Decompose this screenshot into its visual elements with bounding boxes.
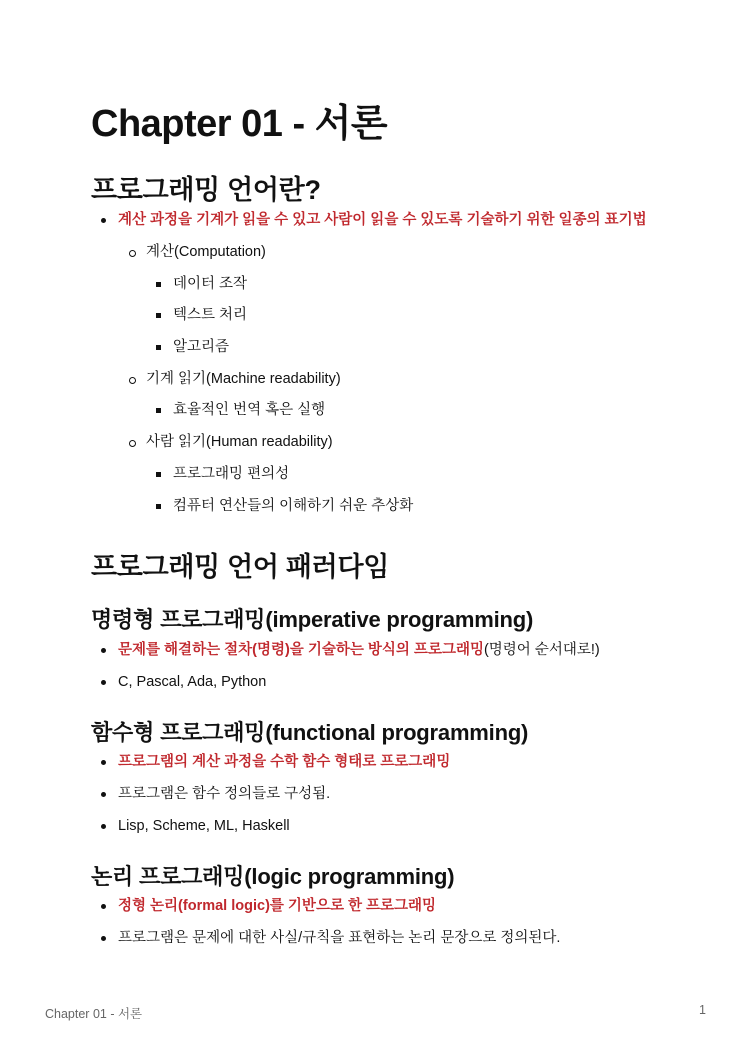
bullet-disc	[101, 218, 106, 223]
list-item: 효율적인 번역 혹은 실행	[173, 401, 325, 419]
list-item-computation: 계산(Computation)	[146, 243, 266, 261]
chapter-title: Chapter 01 - 서론	[91, 103, 388, 145]
bullet-circle	[129, 440, 136, 447]
bullet-square	[156, 282, 161, 287]
bullet-square	[156, 345, 161, 350]
subheading-logic: 논리 프로그래밍(logic programming)	[91, 864, 455, 889]
section-heading-paradigms: 프로그래밍 언어 패러다임	[91, 552, 390, 582]
list-item-functional-definition: 프로그램의 계산 과정을 수학 함수 형태로 프로그래밍	[118, 753, 450, 771]
list-item: 컴퓨터 연산들의 이해하기 쉬운 추상화	[173, 497, 413, 515]
bullet-square	[156, 472, 161, 477]
bullet-disc	[101, 904, 106, 909]
list-item-machine-readability: 기계 읽기(Machine readability)	[146, 370, 341, 388]
bullet-disc	[101, 792, 106, 797]
bullet-disc	[101, 648, 106, 653]
bullet-disc	[101, 760, 106, 765]
bullet-square	[156, 408, 161, 413]
bullet-disc	[101, 824, 106, 829]
list-item-functional-examples: Lisp, Scheme, ML, Haskell	[118, 817, 290, 835]
list-item: 프로그램은 함수 정의들로 구성됨.	[118, 785, 330, 803]
list-item: 데이터 조작	[173, 275, 247, 293]
bullet-square	[156, 504, 161, 509]
bullet-disc	[101, 936, 106, 941]
subheading-imperative: 명령형 프로그래밍(imperative programming)	[91, 607, 534, 632]
list-item: 알고리즘	[173, 338, 229, 356]
bullet-circle	[129, 377, 136, 384]
list-item: 프로그램은 문제에 대한 사실/규칙을 표현하는 논리 문장으로 정의된다.	[118, 929, 560, 947]
bullet-disc	[101, 680, 106, 685]
list-item-human-readability: 사람 읽기(Human readability)	[146, 433, 333, 451]
list-item-imperative-examples: C, Pascal, Ada, Python	[118, 673, 266, 691]
list-item: 텍스트 처리	[173, 306, 247, 324]
list-item: 프로그래밍 편의성	[173, 465, 289, 483]
bullet-square	[156, 313, 161, 318]
page-number: 1	[699, 1003, 706, 1017]
list-item-logic-definition: 정형 논리(formal logic)를 기반으로 한 프로그래밍	[118, 897, 436, 915]
bullet-circle	[129, 250, 136, 257]
list-item-imperative-definition: 문제를 해결하는 절차(명령)을 기술하는 방식의 프로그래밍(명령어 순서대로!)	[118, 641, 600, 659]
list-item-definition: 계산 과정을 기계가 읽을 수 있고 사람이 읽을 수 있도록 기술하기 위한 일종의 표기법	[118, 211, 647, 229]
section-heading-what-is-pl: 프로그래밍 언어란?	[91, 175, 321, 205]
subheading-functional: 함수형 프로그래밍(functional programming)	[91, 720, 529, 745]
footer-chapter-label: Chapter 01 - 서론	[45, 1007, 143, 1021]
